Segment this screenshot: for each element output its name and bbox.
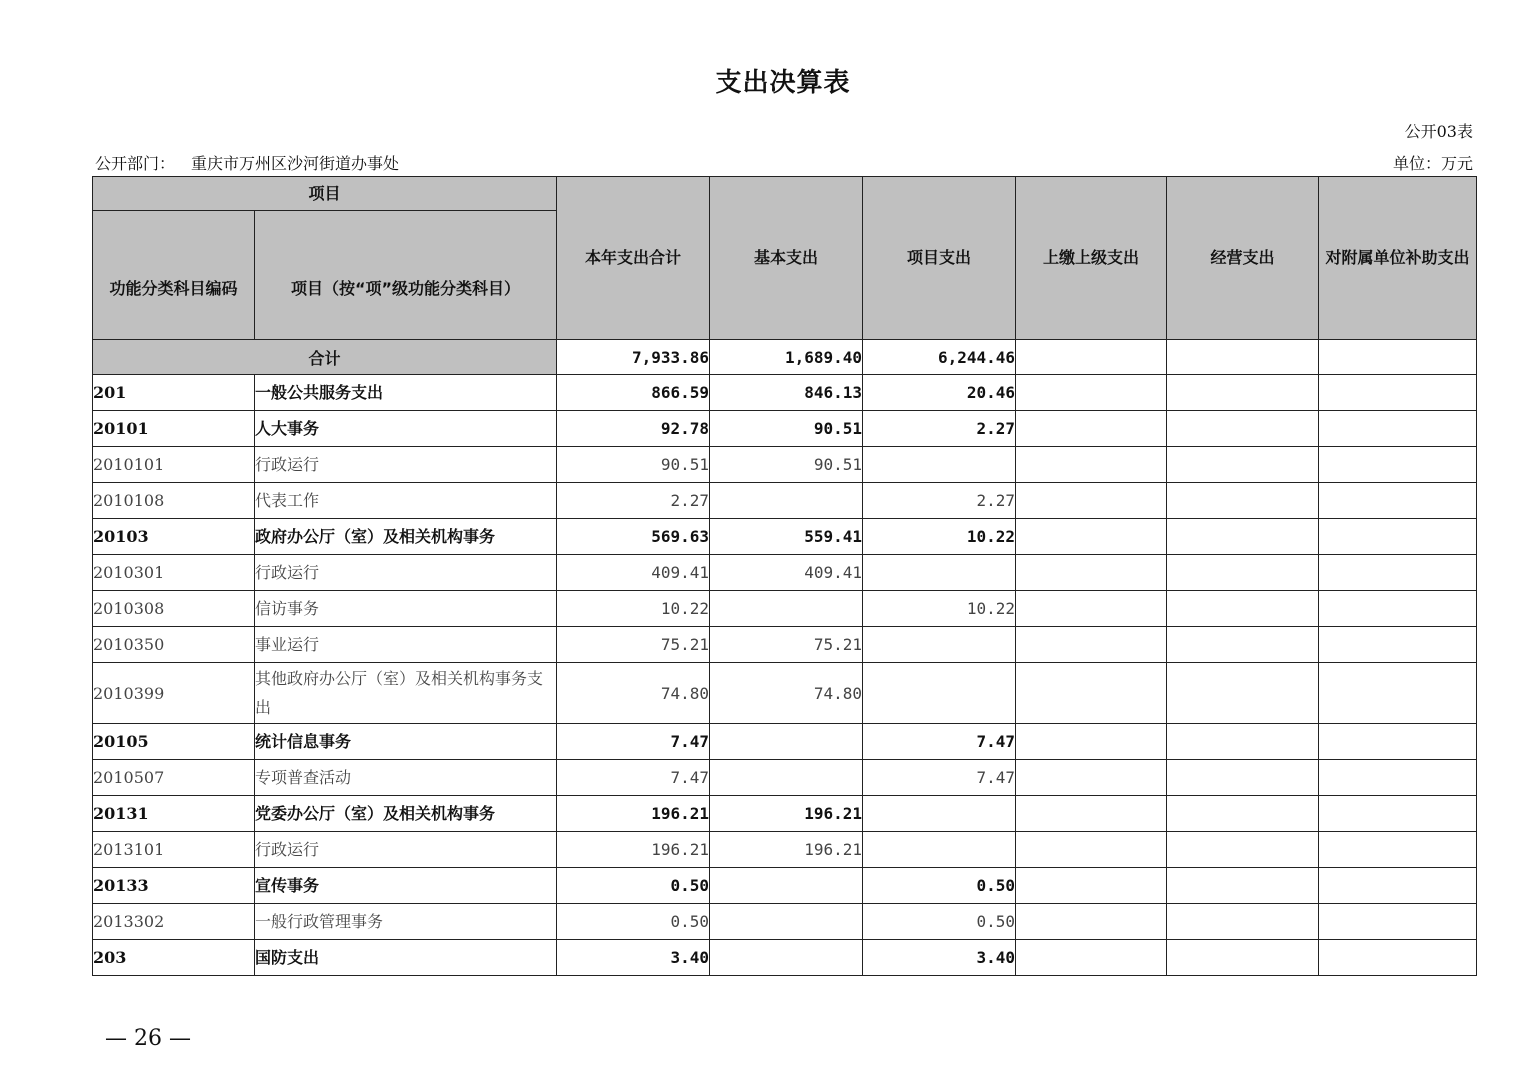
table-row (93, 940, 1477, 976)
row-total: 7.47 (557, 760, 710, 796)
row-total: 866.59 (557, 375, 710, 411)
row-subsidy (1319, 868, 1477, 904)
row-code: 2010301 (93, 555, 255, 591)
total-basic: 1,689.40 (710, 340, 863, 375)
row-upper (1016, 832, 1167, 868)
table-row (93, 796, 1477, 832)
row-subsidy (1319, 447, 1477, 483)
row-subsidy (1319, 724, 1477, 760)
header-project: 项目 (93, 177, 557, 211)
row-total: 7.47 (557, 724, 710, 760)
table-row (93, 724, 1477, 760)
row-subsidy (1319, 411, 1477, 447)
row-code: 201 (93, 375, 255, 411)
total-sum: 7,933.86 (557, 340, 710, 375)
header-total: 本年支出合计 (557, 177, 710, 340)
header-subsidy: 对附属单位补助支出 (1319, 177, 1477, 340)
table-row (93, 555, 1477, 591)
row-total: 0.50 (557, 904, 710, 940)
row-basic: 90.51 (710, 411, 863, 447)
row-business (1167, 375, 1319, 411)
row-subsidy (1319, 904, 1477, 940)
row-name: 代表工作 (255, 483, 557, 519)
row-upper (1016, 663, 1167, 724)
row-project (863, 555, 1016, 591)
row-code: 2013101 (93, 832, 255, 868)
row-code: 2010350 (93, 627, 255, 663)
row-code: 20103 (93, 519, 255, 555)
row-upper (1016, 447, 1167, 483)
row-name: 政府办公厅（室）及相关机构事务 (255, 519, 557, 555)
row-subsidy (1319, 627, 1477, 663)
row-basic: 409.41 (710, 555, 863, 591)
row-total: 2.27 (557, 483, 710, 519)
page-number: — 26 — (105, 1026, 191, 1051)
row-project: 10.22 (863, 591, 1016, 627)
row-total: 196.21 (557, 832, 710, 868)
row-project: 2.27 (863, 483, 1016, 519)
row-project (863, 832, 1016, 868)
row-upper (1016, 868, 1167, 904)
row-project: 7.47 (863, 724, 1016, 760)
row-basic: 196.21 (710, 832, 863, 868)
row-project: 7.47 (863, 760, 1016, 796)
row-code: 20101 (93, 411, 255, 447)
department-name: 重庆市万州区沙河街道办事处 (191, 154, 400, 173)
row-code: 2013302 (93, 904, 255, 940)
row-basic (710, 724, 863, 760)
row-code: 2010308 (93, 591, 255, 627)
row-upper (1016, 411, 1167, 447)
total-row (93, 340, 1477, 375)
row-upper (1016, 627, 1167, 663)
department-label: 公开部门： (95, 154, 176, 173)
total-business (1167, 340, 1319, 375)
row-upper (1016, 724, 1167, 760)
row-business (1167, 591, 1319, 627)
table-row (93, 591, 1477, 627)
row-business (1167, 663, 1319, 724)
row-total: 90.51 (557, 447, 710, 483)
row-project (863, 796, 1016, 832)
table-row (93, 375, 1477, 411)
total-subsidy (1319, 340, 1477, 375)
row-upper (1016, 760, 1167, 796)
row-subsidy (1319, 483, 1477, 519)
table-row (93, 663, 1477, 724)
row-basic: 90.51 (710, 447, 863, 483)
row-name: 宣传事务 (255, 868, 557, 904)
row-code: 2010108 (93, 483, 255, 519)
row-upper (1016, 940, 1167, 976)
row-code: 20133 (93, 868, 255, 904)
table-row (93, 868, 1477, 904)
row-name: 统计信息事务 (255, 724, 557, 760)
row-project (863, 663, 1016, 724)
row-total: 0.50 (557, 868, 710, 904)
row-business (1167, 519, 1319, 555)
row-business (1167, 760, 1319, 796)
header-upper-remit: 上缴上级支出 (1016, 177, 1167, 340)
row-project (863, 447, 1016, 483)
row-upper (1016, 904, 1167, 940)
row-business (1167, 724, 1319, 760)
row-subsidy (1319, 832, 1477, 868)
row-basic: 75.21 (710, 627, 863, 663)
row-business (1167, 555, 1319, 591)
row-basic: 846.13 (710, 375, 863, 411)
row-name: 一般行政管理事务 (255, 904, 557, 940)
row-total: 3.40 (557, 940, 710, 976)
row-code: 20131 (93, 796, 255, 832)
table-row (93, 411, 1477, 447)
row-subsidy (1319, 796, 1477, 832)
row-subsidy (1319, 519, 1477, 555)
row-name: 党委办公厅（室）及相关机构事务 (255, 796, 557, 832)
row-subsidy (1319, 663, 1477, 724)
row-project: 2.27 (863, 411, 1016, 447)
expenditure-table (92, 176, 1477, 976)
total-project: 6,244.46 (863, 340, 1016, 375)
row-upper (1016, 591, 1167, 627)
row-upper (1016, 796, 1167, 832)
row-business (1167, 904, 1319, 940)
table-row (93, 760, 1477, 796)
row-project (863, 627, 1016, 663)
row-code: 203 (93, 940, 255, 976)
row-name: 行政运行 (255, 832, 557, 868)
row-basic (710, 760, 863, 796)
row-basic (710, 904, 863, 940)
row-project: 0.50 (863, 904, 1016, 940)
row-name: 人大事务 (255, 411, 557, 447)
page-title: 支出决算表 (715, 68, 851, 98)
row-basic (710, 591, 863, 627)
row-name: 专项普查活动 (255, 760, 557, 796)
row-name: 国防支出 (255, 940, 557, 976)
row-basic: 74.80 (710, 663, 863, 724)
header-business: 经营支出 (1167, 177, 1319, 340)
row-name: 一般公共服务支出 (255, 375, 557, 411)
row-subsidy (1319, 760, 1477, 796)
row-total: 409.41 (557, 555, 710, 591)
table-row (93, 483, 1477, 519)
form-number: 公开03表 (1404, 122, 1473, 141)
row-project: 20.46 (863, 375, 1016, 411)
row-upper (1016, 483, 1167, 519)
row-code: 20105 (93, 724, 255, 760)
row-project: 0.50 (863, 868, 1016, 904)
header-basic: 基本支出 (710, 177, 863, 340)
row-name: 行政运行 (255, 447, 557, 483)
table-row (93, 832, 1477, 868)
total-upper (1016, 340, 1167, 375)
row-business (1167, 832, 1319, 868)
row-basic (710, 868, 863, 904)
row-upper (1016, 519, 1167, 555)
row-code: 2010507 (93, 760, 255, 796)
row-total: 569.63 (557, 519, 710, 555)
row-business (1167, 868, 1319, 904)
row-total: 75.21 (557, 627, 710, 663)
department-line (95, 151, 399, 174)
row-total: 10.22 (557, 591, 710, 627)
table-row (93, 447, 1477, 483)
row-total: 92.78 (557, 411, 710, 447)
row-code: 2010399 (93, 663, 255, 724)
row-business (1167, 940, 1319, 976)
row-business (1167, 411, 1319, 447)
row-business (1167, 447, 1319, 483)
row-business (1167, 796, 1319, 832)
row-total: 196.21 (557, 796, 710, 832)
row-upper (1016, 375, 1167, 411)
row-project: 10.22 (863, 519, 1016, 555)
header-project-expenditure: 项目支出 (863, 177, 1016, 340)
row-name: 信访事务 (255, 591, 557, 627)
row-project: 3.40 (863, 940, 1016, 976)
row-subsidy (1319, 940, 1477, 976)
row-basic: 559.41 (710, 519, 863, 555)
table-row (93, 627, 1477, 663)
unit-label: 单位：万元 (1392, 154, 1473, 173)
total-label: 合计 (93, 340, 557, 375)
row-name: 事业运行 (255, 627, 557, 663)
row-subsidy (1319, 555, 1477, 591)
row-name: 行政运行 (255, 555, 557, 591)
row-code: 2010101 (93, 447, 255, 483)
row-subsidy (1319, 375, 1477, 411)
row-subsidy (1319, 591, 1477, 627)
header-name: 项目（按“项”级功能分类科目） (255, 211, 557, 340)
row-basic (710, 940, 863, 976)
row-name: 其他政府办公厅（室）及相关机构事务支出 (255, 663, 557, 724)
table-row (93, 519, 1477, 555)
row-business (1167, 627, 1319, 663)
row-basic (710, 483, 863, 519)
row-business (1167, 483, 1319, 519)
row-upper (1016, 555, 1167, 591)
header-code: 功能分类科目编码 (93, 211, 255, 340)
row-total: 74.80 (557, 663, 710, 724)
row-basic: 196.21 (710, 796, 863, 832)
table-row (93, 904, 1477, 940)
